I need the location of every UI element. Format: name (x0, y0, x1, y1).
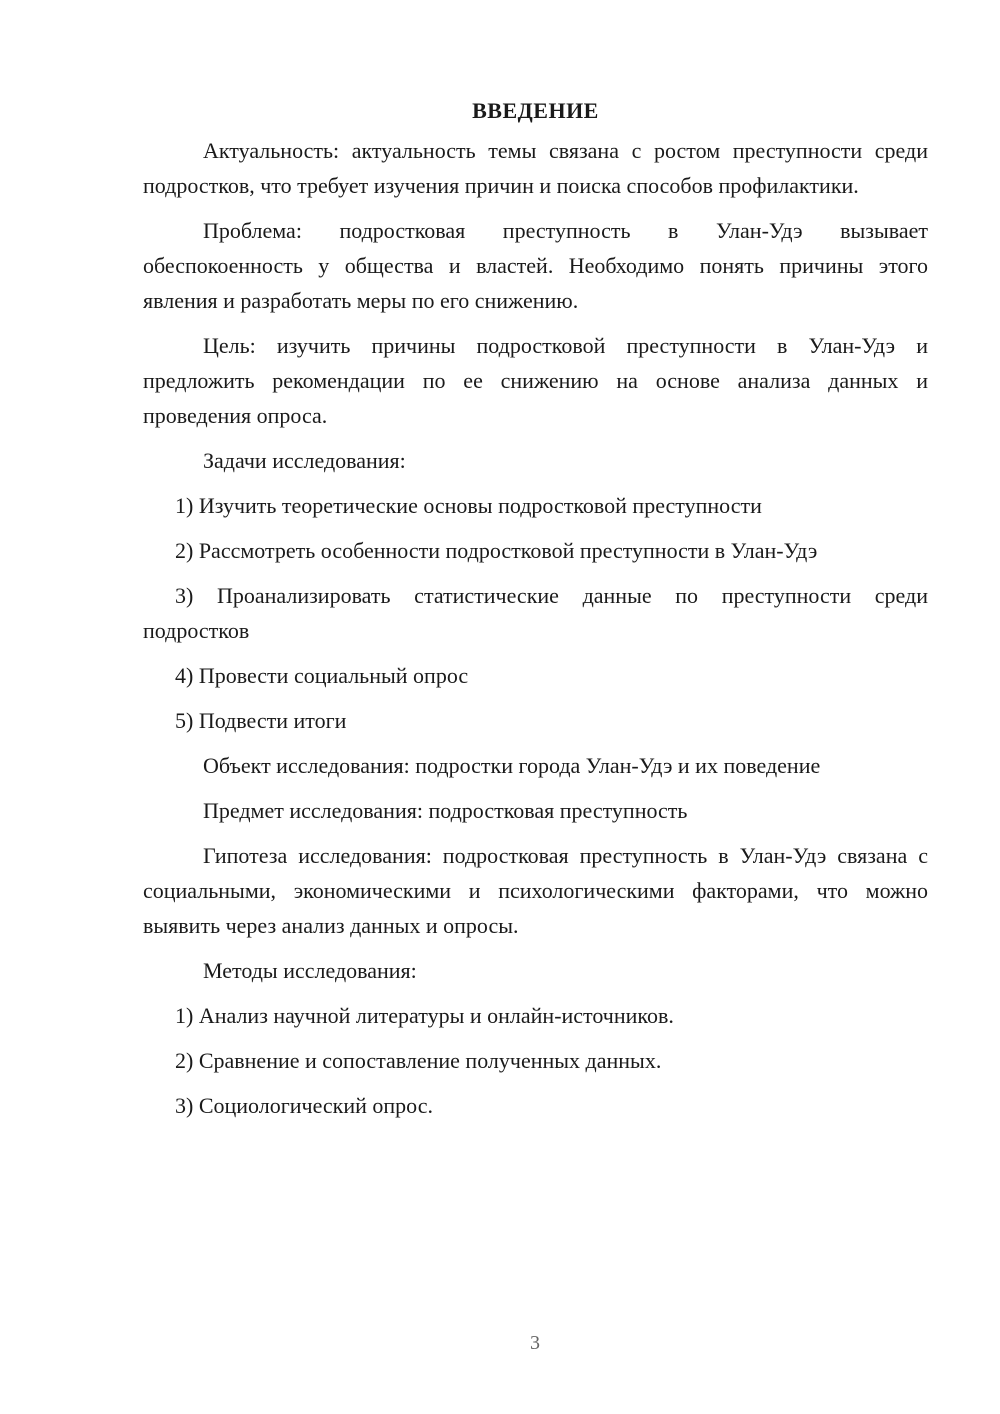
task-item: 4) Провести социальный опрос (175, 663, 469, 688)
methods-heading: Методы исследования: (203, 958, 417, 983)
hypothesis-paragraph: Гипотеза исследования: подростковая преступность в Улан-Удэ связана с социальными, экономическими и психологическими факторами, что можно выявить через анализ данных и опросы. (143, 843, 928, 938)
page-number: 3 (530, 1332, 540, 1354)
relevance-paragraph: Актуальность: актуальность темы связана с ростом преступности среди подростков, что требует изучения причин и поиска способов профилактики. (143, 138, 928, 198)
tasks-heading: Задачи исследования: (203, 448, 406, 473)
method-item: 2) Сравнение и сопоставление полученных данных. (175, 1048, 662, 1073)
page-content (143, 93, 928, 1133)
method-item: 3) Социологический опрос. (175, 1093, 433, 1118)
task-item: 2) Рассмотреть особенности подростковой преступности в Улан-Удэ (175, 538, 818, 563)
task-item: 5) Подвести итоги (175, 708, 347, 733)
task-item: 1) Изучить теоретические основы подростковой преступности (175, 493, 762, 518)
problem-paragraph: Проблема: подростковая преступность в Улан-Удэ вызывает обеспокоенность у общества и властей. Необходимо понять причины этого явления и разработать меры по его снижению. (143, 218, 928, 313)
subject-paragraph: Предмет исследования: подростковая преступность (203, 798, 688, 823)
page-title: ВВЕДЕНИЕ (472, 98, 599, 123)
object-paragraph: Объект исследования: подростки города Улан-Удэ и их поведение (203, 753, 821, 778)
task-item: 3) Проанализировать статистические данные по преступности среди подростков (143, 583, 928, 643)
method-item: 1) Анализ научной литературы и онлайн-источников. (175, 1003, 674, 1028)
goal-paragraph: Цель: изучить причины подростковой преступности в Улан-Удэ и предложить рекомендации по ее снижению на основе анализа данных и проведения опроса. (143, 333, 928, 428)
